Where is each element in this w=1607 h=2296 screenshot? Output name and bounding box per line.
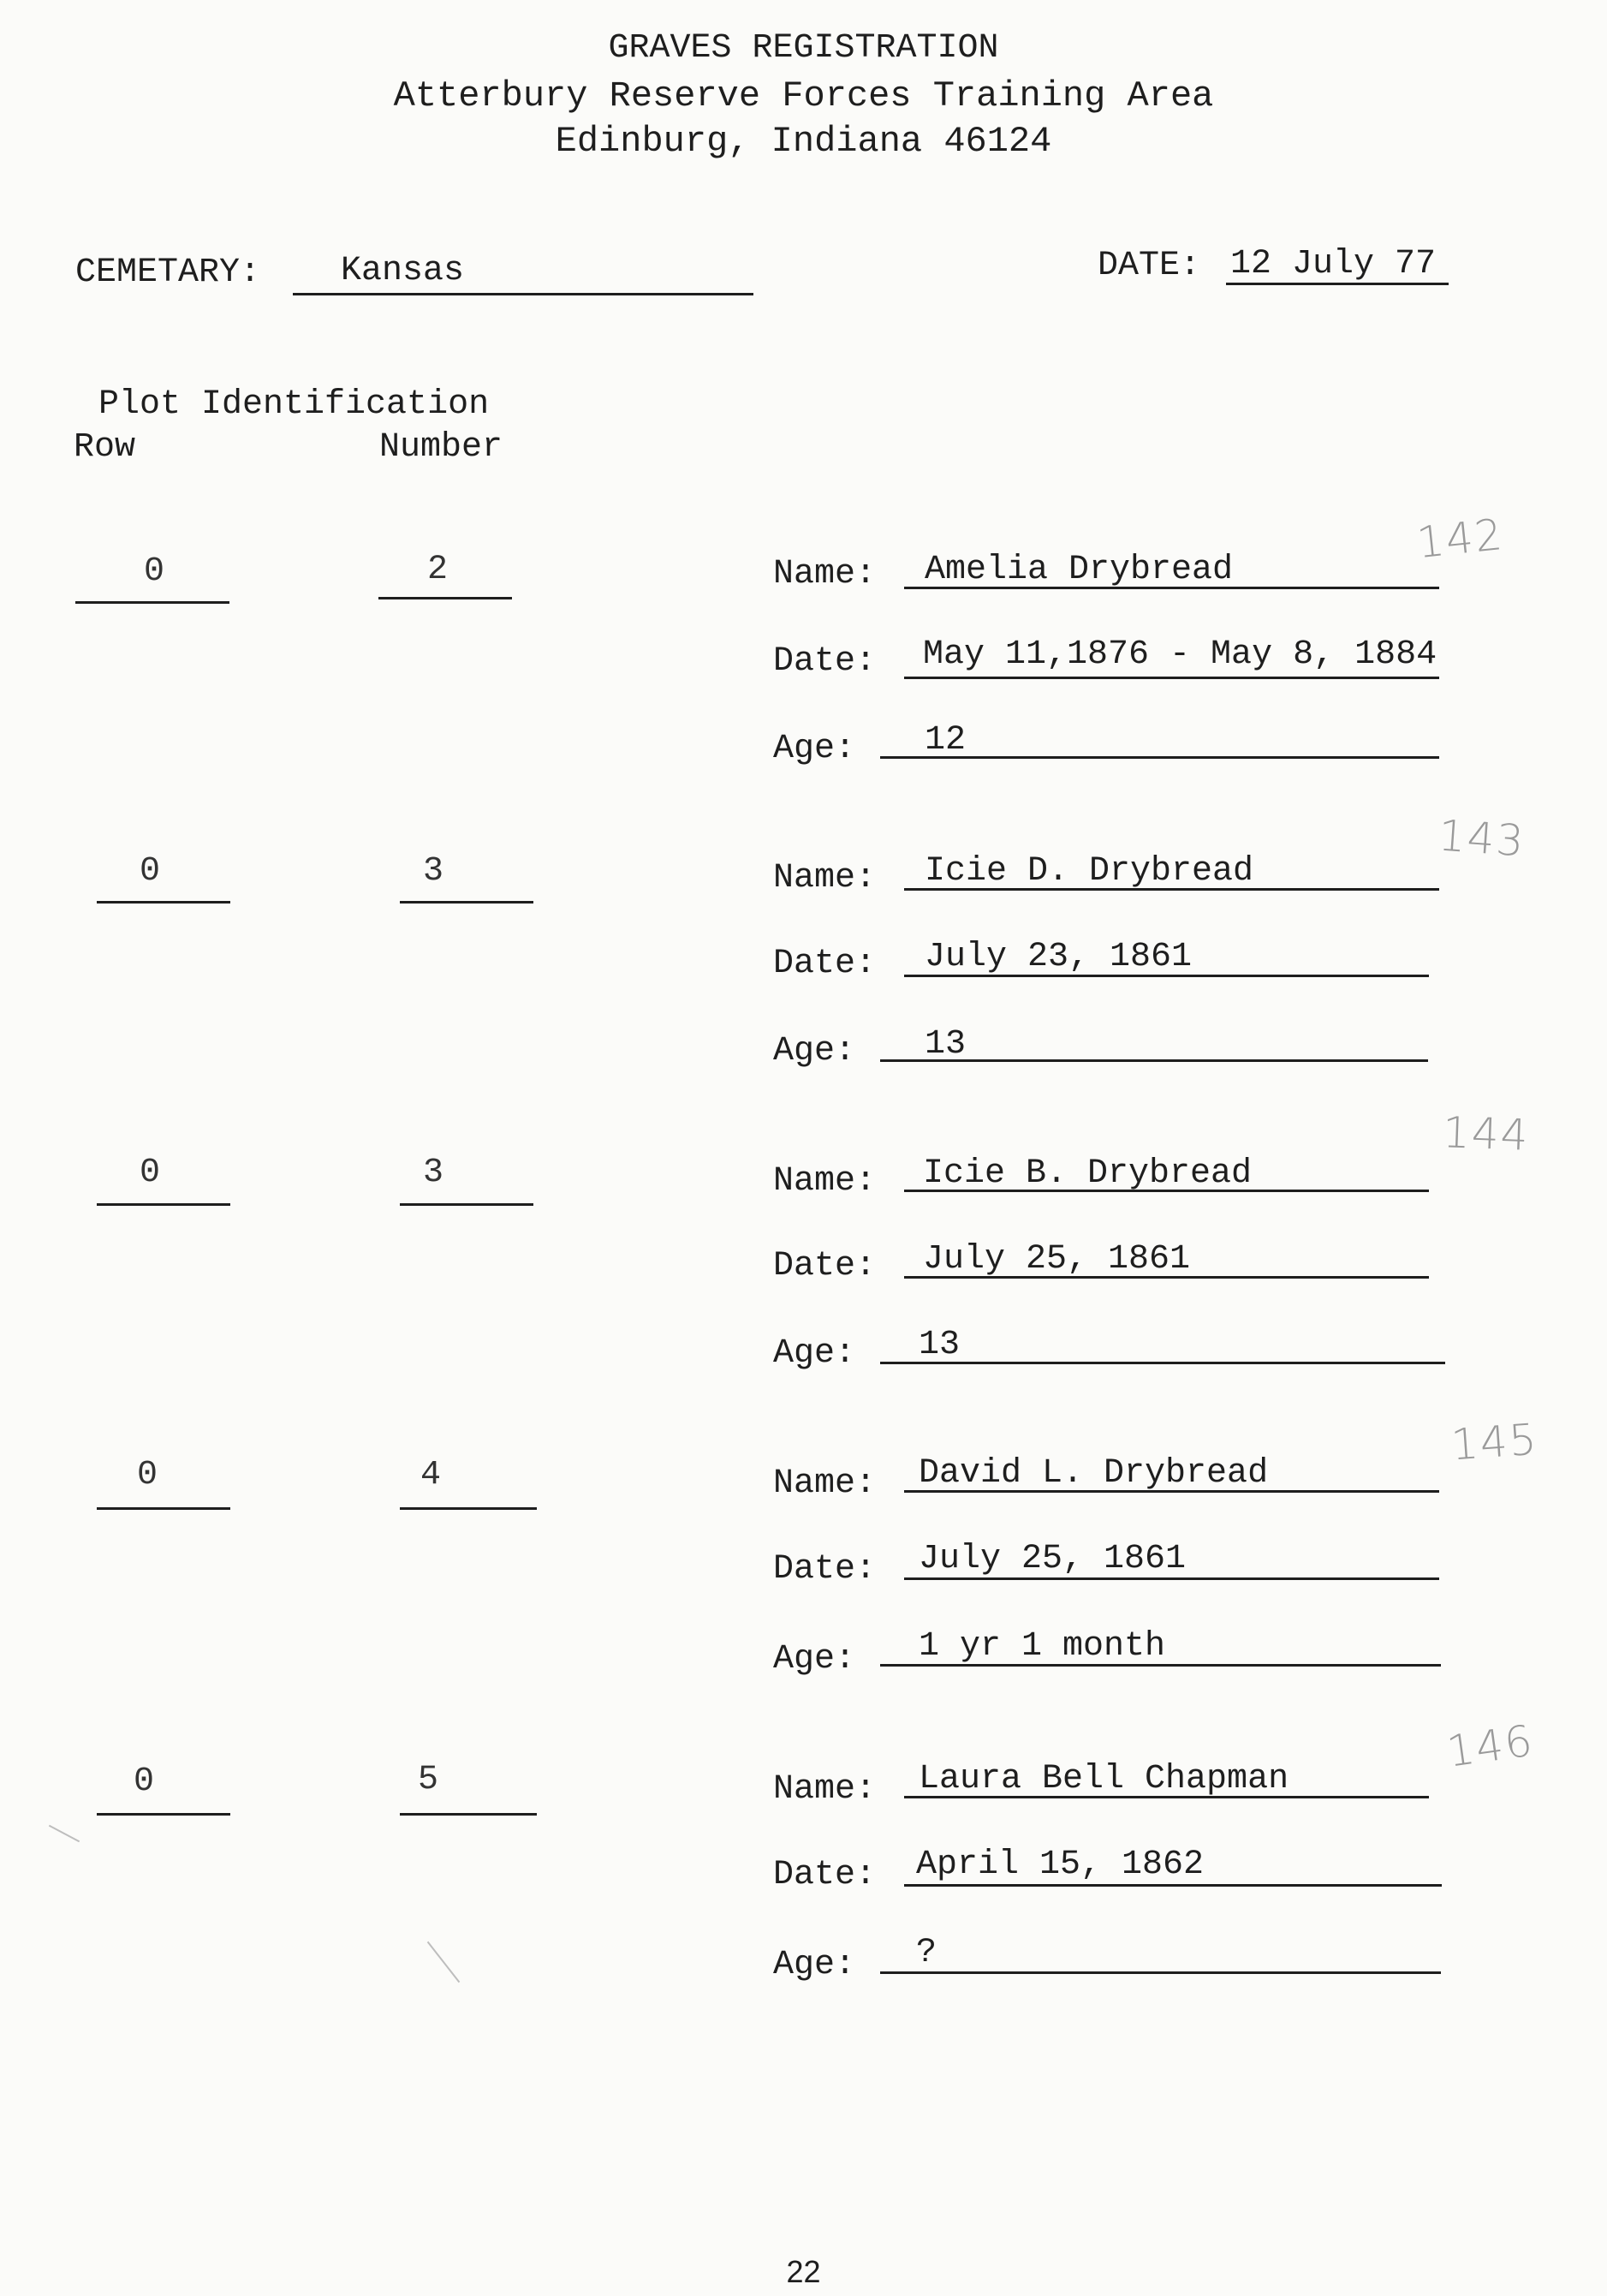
name-value: David L. Drybread — [919, 1454, 1269, 1493]
date-field-value: July 23, 1861 — [925, 938, 1193, 976]
plot-row: 0 — [143, 552, 164, 591]
name-value: Amelia Drybread — [925, 551, 1234, 589]
name-underline — [904, 1190, 1429, 1192]
plot-row-underline — [97, 1813, 230, 1816]
header-location: Atterbury Reserve Forces Training Area — [393, 75, 1214, 116]
age-value: 13 — [925, 1025, 967, 1064]
header-title: GRAVES REGISTRATION — [608, 29, 999, 68]
plot-number: 4 — [420, 1456, 441, 1494]
plot-row: 0 — [139, 852, 160, 891]
cemetery-label: CEMETARY: — [75, 253, 261, 292]
date-field-underline — [904, 975, 1429, 977]
name-value: Icie B. Drybread — [923, 1154, 1253, 1193]
plot-number-header: Number — [379, 428, 503, 467]
name-underline — [904, 1796, 1429, 1798]
plot-row-header: Row — [74, 428, 136, 467]
plot-row-underline — [97, 1507, 230, 1510]
name-label: Name: — [773, 1464, 877, 1503]
name-value: Laura Bell Chapman — [919, 1760, 1289, 1798]
name-underline — [904, 587, 1439, 589]
name-label: Name: — [773, 1770, 877, 1809]
age-underline — [880, 1971, 1441, 1974]
plot-number-underline — [400, 901, 533, 903]
plot-identification-title: Plot Identification — [98, 385, 490, 424]
age-underline — [880, 1664, 1441, 1667]
age-value: 1 yr 1 month — [919, 1627, 1166, 1666]
age-underline — [880, 1362, 1445, 1364]
page-number: 22 — [786, 2254, 821, 2289]
handwritten-note: 144 — [1442, 1107, 1531, 1160]
date-field-value: July 25, 1861 — [923, 1240, 1191, 1279]
name-value: Icie D. Drybread — [925, 852, 1254, 891]
name-label: Name: — [773, 555, 877, 593]
date-field-label: Date: — [773, 642, 877, 681]
date-value: 12 July 77 — [1230, 245, 1437, 283]
scan-mark — [427, 1941, 461, 1983]
plot-row: 0 — [139, 1154, 160, 1192]
age-label: Age: — [773, 1032, 856, 1070]
date-field-underline — [904, 1884, 1442, 1887]
handwritten-note: 142 — [1414, 509, 1507, 569]
date-field-underline — [904, 1577, 1439, 1580]
name-label: Name: — [773, 1162, 877, 1201]
age-label: Age: — [773, 730, 856, 768]
date-field-label: Date: — [773, 1856, 877, 1894]
age-value: 12 — [925, 721, 967, 760]
plot-row-underline — [97, 1203, 230, 1206]
plot-row-underline — [75, 601, 229, 604]
name-underline — [904, 888, 1439, 891]
age-label: Age: — [773, 1946, 856, 1984]
plot-number-underline — [400, 1507, 537, 1510]
plot-number-underline — [378, 597, 512, 599]
plot-number: 3 — [422, 852, 443, 891]
name-label: Name: — [773, 859, 877, 898]
date-field-value: July 25, 1861 — [919, 1540, 1187, 1578]
date-field-label: Date: — [773, 1247, 877, 1285]
handwritten-note: 146 — [1443, 1715, 1537, 1777]
date-field-label: Date: — [773, 945, 877, 983]
date-label: DATE: — [1098, 247, 1201, 285]
date-field-underline — [904, 677, 1439, 679]
age-label: Age: — [773, 1334, 856, 1373]
scan-mark — [49, 1825, 80, 1843]
date-field-value: May 11,1876 - May 8, 1884 — [923, 635, 1437, 674]
plot-number-underline — [400, 1203, 533, 1206]
age-value: 13 — [919, 1326, 961, 1364]
plot-number: 5 — [417, 1761, 438, 1799]
handwritten-note: 145 — [1449, 1414, 1540, 1470]
name-underline — [904, 1490, 1439, 1493]
plot-number-underline — [400, 1813, 537, 1816]
age-value: ? — [916, 1934, 937, 1972]
cemetery-value: Kansas — [341, 252, 465, 290]
plot-row: 0 — [133, 1762, 154, 1801]
handwritten-note: 143 — [1437, 810, 1527, 867]
plot-row-underline — [97, 901, 230, 903]
header-address: Edinburg, Indiana 46124 — [555, 121, 1052, 162]
date-field-value: April 15, 1862 — [916, 1846, 1205, 1884]
date-underline — [1226, 283, 1449, 285]
plot-number: 2 — [426, 551, 448, 589]
cemetery-underline — [293, 293, 753, 295]
plot-number: 3 — [422, 1154, 443, 1192]
date-field-label: Date: — [773, 1550, 877, 1589]
age-underline — [880, 1059, 1428, 1062]
plot-row: 0 — [136, 1456, 158, 1494]
age-underline — [880, 756, 1439, 759]
date-field-underline — [904, 1276, 1429, 1279]
age-label: Age: — [773, 1640, 856, 1679]
